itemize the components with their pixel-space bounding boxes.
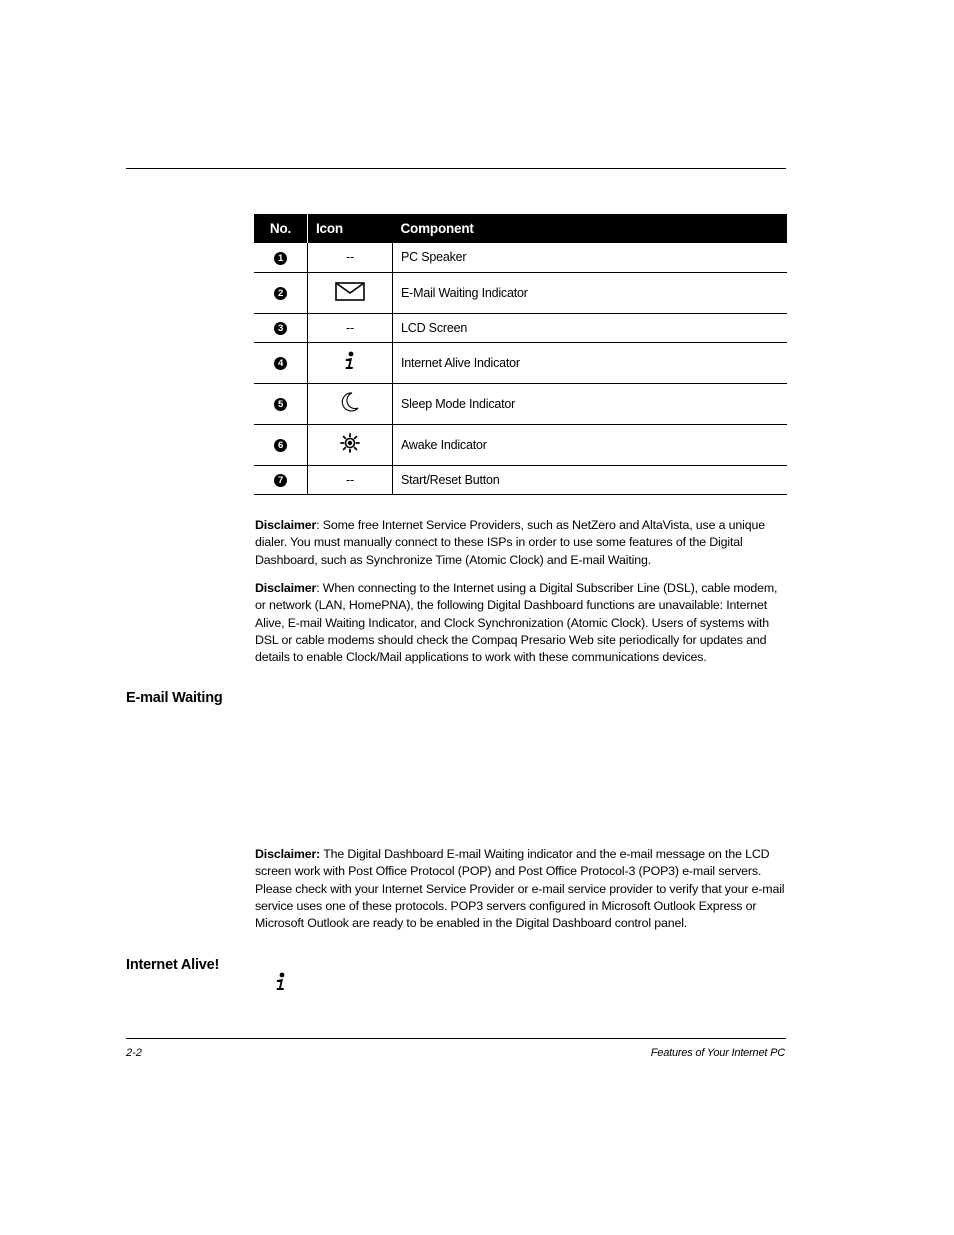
disclaimer-label: Disclaimer: — [255, 847, 321, 861]
row-component: Sleep Mode Indicator — [393, 383, 788, 424]
row-component: PC Speaker — [393, 243, 788, 272]
row-number: 4 — [254, 342, 308, 383]
disclaimer-pop3 — [255, 846, 785, 932]
table-row — [254, 313, 787, 342]
row-icon-cell: -- — [308, 313, 393, 342]
header-component: Component — [393, 214, 788, 243]
row-icon-cell: -- — [308, 243, 393, 272]
row-icon-cell: -- — [308, 465, 393, 494]
page-number: 2-2 — [126, 1047, 142, 1059]
section-heading-email-waiting: E-mail Waiting — [126, 690, 223, 706]
row-component: LCD Screen — [393, 313, 788, 342]
row-component: E-Mail Waiting Indicator — [393, 272, 788, 313]
sun-icon — [340, 433, 360, 453]
row-icon-cell — [308, 383, 393, 424]
table-row — [254, 383, 787, 424]
row-number: 1 — [254, 243, 308, 272]
disclaimer-label: Disclaimer — [255, 518, 317, 532]
row-icon-cell — [308, 424, 393, 465]
table-row — [254, 342, 787, 383]
disclaimer-text: : When connecting to the Internet using a Digital Subscriber Line (DSL), cable modem, or network (LAN, HomePNA), the following Digital Dashboard functions are unavailable: Internet Alive, E-mail Waiting Indicator, and Clock Synchronization (Atomic Clock). Users of systems with DSL or cable modems should check the Compaq Presario Web site periodically for updates and details to enable Clock/Mail applications to work with these communications devices. — [255, 581, 778, 665]
table-row — [254, 424, 787, 465]
component-table — [254, 214, 787, 495]
row-component: Awake Indicator — [393, 424, 788, 465]
chapter-title: Features of Your Internet PC — [650, 1047, 785, 1059]
footer-rule — [126, 1038, 786, 1039]
header-rule — [126, 168, 786, 169]
table-row — [254, 465, 787, 494]
disclaimer-text: : Some free Internet Service Providers, such as NetZero and AltaVista, use a unique dialer. You must manually connect to these ISPs in order to use some features of the Digital Dashboard, such as Synchronize Time (Atomic Clock) and E-mail Waiting. — [255, 518, 765, 567]
disclaimer-label: Disclaimer — [255, 581, 317, 595]
row-number: 2 — [254, 272, 308, 313]
row-icon-cell — [308, 272, 393, 313]
info-icon — [275, 972, 287, 992]
row-number: 5 — [254, 383, 308, 424]
disclaimer-dialer — [255, 517, 785, 569]
table-header-row — [254, 214, 787, 243]
header-icon: Icon — [308, 214, 393, 243]
row-component: Internet Alive Indicator — [393, 342, 788, 383]
row-number: 6 — [254, 424, 308, 465]
row-number: 7 — [254, 465, 308, 494]
header-no: No. — [254, 214, 308, 243]
row-component: Start/Reset Button — [393, 465, 788, 494]
disclaimer-dsl — [255, 580, 785, 666]
crescent-moon-icon — [341, 392, 359, 412]
table-row — [254, 272, 787, 313]
info-icon — [344, 351, 356, 371]
row-icon-cell — [308, 342, 393, 383]
envelope-icon — [335, 282, 365, 301]
disclaimer-text: The Digital Dashboard E-mail Waiting indicator and the e-mail message on the LCD screen work with Post Office Protocol (POP) and Post Office Protocol-3 (POP3) e-mail servers. Please check with your Internet Service Provider or e-mail service provider to verify that your e-mail service uses one of these protocols. POP3 servers configured in Microsoft Outlook Express or Microsoft Outlook are ready to be enabled in the Digital Dashboard control panel. — [255, 847, 785, 931]
row-number: 3 — [254, 313, 308, 342]
table-row — [254, 243, 787, 272]
section-heading-internet-alive: Internet Alive! — [126, 957, 220, 973]
